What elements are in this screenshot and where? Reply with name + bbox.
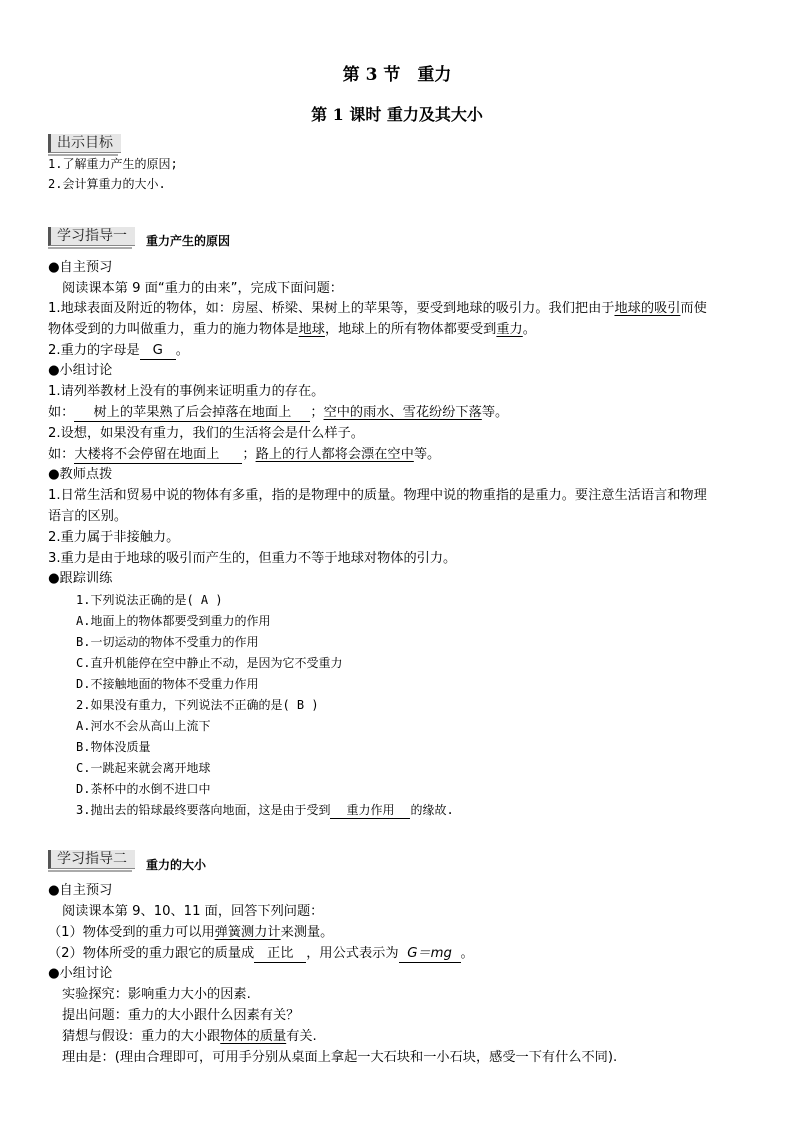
preview2-q1 <box>48 924 333 942</box>
discussion-line: 实验探究：影响重力大小的因素. <box>62 987 251 1002</box>
group-discussion-heading: ●小组讨论 <box>48 363 113 378</box>
discussion-q1: 1.请列举教材上没有的事例来证明重力的存在。 <box>48 384 325 399</box>
goal-item: 1.了解重力产生的原因; <box>48 157 178 171</box>
answer: 重力作用 <box>330 802 410 819</box>
discussion-line: 提出问题：重力的大小跟什么因素有关？ <box>62 1008 300 1023</box>
training-heading: ●跟踪训练 <box>48 571 113 586</box>
text: ； <box>242 447 256 462</box>
teacher-point: 语言的区别。 <box>48 509 128 524</box>
answer: 大楼将不会停留在地面上 <box>74 447 242 464</box>
text: （2）物体所受的重力跟它的质量成 <box>48 946 255 961</box>
answer: 地球的吸引 <box>614 301 681 316</box>
section-title: 第 3 节 重力 <box>342 65 452 85</box>
answer: 树上的苹果熟了后会掉落在地面上 <box>74 405 310 422</box>
guide2-tag: 学习指导二 <box>48 850 135 869</box>
text: 如： <box>48 405 75 420</box>
text: 。 <box>460 946 474 961</box>
text: ，地球上的所有物体都要受到 <box>324 322 497 337</box>
goals-tag: 出示目标 <box>48 134 121 153</box>
training-line: B.一切运动的物体不受重力的作用 <box>76 635 259 649</box>
preview-q2 <box>48 342 189 360</box>
self-preview-intro: 阅读课本第 9、10、11 面，回答下列问题： <box>62 904 324 919</box>
text: 2.重力的字母是 <box>48 343 140 358</box>
self-preview-intro: 阅读课本第 9 面“重力的由来”，完成下面问题： <box>62 281 343 296</box>
guide1-tag: 学习指导一 <box>48 227 135 246</box>
text: 物体受到的力叫做重力，重力的施力物体是 <box>48 322 299 337</box>
answer: 空中的雨水、雪花纷纷下落 <box>323 405 482 420</box>
preview-q1-line1 <box>48 300 707 318</box>
text: 猜想与假设：重力的大小跟 <box>62 1029 221 1044</box>
training-q3 <box>76 801 454 819</box>
answer: 正比 <box>254 946 306 963</box>
discussion-line <box>62 1028 317 1046</box>
teacher-point: 3.重力是由于地球的吸引而产生的，但重力不等于地球对物体的引力。 <box>48 551 457 566</box>
training-line: 1.下列说法正确的是( A ) <box>76 593 223 607</box>
discussion-q1-answer <box>48 404 508 422</box>
answer: 路上的行人都将会漂在空中 <box>255 447 414 462</box>
text: 等。 <box>413 447 441 462</box>
text: ； <box>310 405 324 420</box>
answer: 地球 <box>298 322 325 337</box>
text: 如： <box>48 447 75 462</box>
self-preview-heading: ●自主预习 <box>48 260 113 275</box>
answer: G <box>140 343 176 360</box>
text: （1）物体受到的重力可以用 <box>48 925 215 940</box>
training-line: A.河水不会从高山上流下 <box>76 719 211 733</box>
discussion-q2-answer <box>48 446 440 464</box>
answer: 重力 <box>496 322 523 337</box>
text: 有关. <box>286 1029 317 1044</box>
answer: 物体的质量 <box>220 1029 287 1044</box>
answer: G＝mg <box>399 946 461 963</box>
text: 1.地球表面及附近的物体，如：房屋、桥梁、果树上的苹果等，要受到地球的吸引力。我们把由于 <box>48 301 615 316</box>
discussion-line: 理由是：(理由合理即可，可用手分别从桌面上拿起一大石块和一小石块，感受一下有什么不同). <box>62 1050 618 1065</box>
training-line: C.一跳起来就会离开地球 <box>76 761 211 775</box>
self-preview-heading: ●自主预习 <box>48 883 113 898</box>
text: 而使 <box>680 301 707 316</box>
training-line: A.地面上的物体都要受到重力的作用 <box>76 614 271 628</box>
preview2-q2 <box>48 945 474 963</box>
training-line: D.不接触地面的物体不受重力作用 <box>76 677 259 691</box>
text: ，用公式表示为 <box>306 946 399 961</box>
answer: 弹簧测力计 <box>214 925 281 940</box>
guide2-subtitle: 重力的大小 <box>146 858 207 872</box>
training-line: D.茶杯中的水倒不进口中 <box>76 782 211 796</box>
text: 来测量。 <box>280 925 334 940</box>
text: 的缘故. <box>410 803 454 817</box>
discussion-q2: 2.设想，如果没有重力，我们的生活将会是什么样子。 <box>48 426 364 441</box>
training-line: B.物体没质量 <box>76 740 151 754</box>
text: 3.抛出去的铅球最终要落向地面，这是由于受到 <box>76 803 331 817</box>
teacher-point: 1.日常生活和贸易中说的物体有多重，指的是物理中的质量。物理中说的物重指的是重力。要注意生活语言和物理 <box>48 488 707 503</box>
lesson-title: 第 1 课时 重力及其大小 <box>311 105 483 124</box>
preview-q1-line2 <box>48 321 536 339</box>
text: 。 <box>175 343 189 358</box>
group-discussion-heading: ●小组讨论 <box>48 966 113 981</box>
teacher-point: 2.重力属于非接触力。 <box>48 530 180 545</box>
training-line: C.直升机能停在空中静止不动，是因为它不受重力 <box>76 656 343 670</box>
guide1-subtitle: 重力产生的原因 <box>146 234 231 248</box>
training-line: 2.如果没有重力，下列说法不正确的是( B ) <box>76 698 319 712</box>
teacher-heading: ●教师点拨 <box>48 467 113 482</box>
goal-item: 2.会计算重力的大小. <box>48 177 166 191</box>
text: 等。 <box>481 405 509 420</box>
text: 。 <box>522 322 536 337</box>
